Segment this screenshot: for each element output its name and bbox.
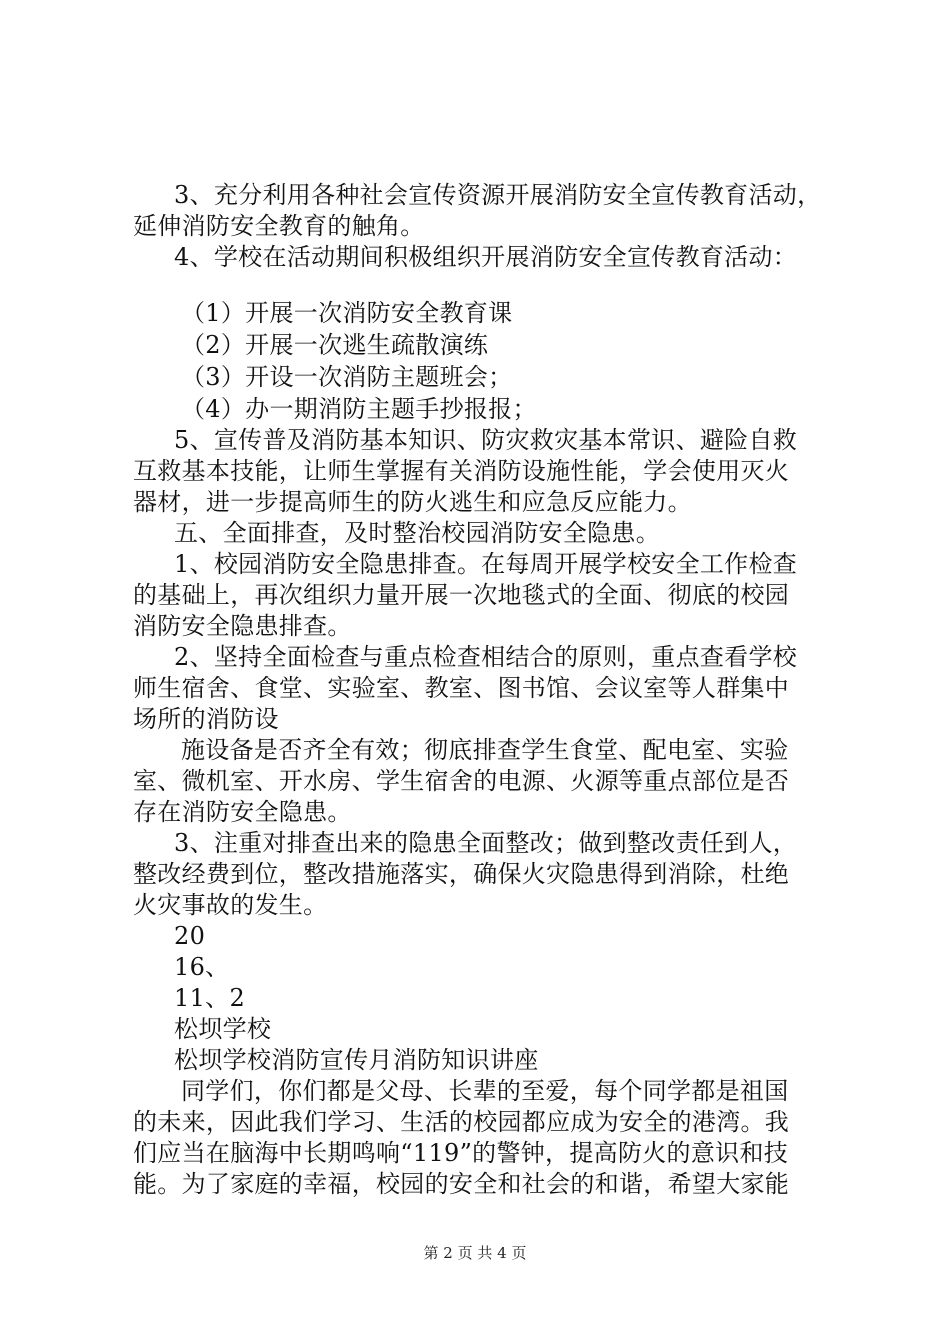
list-item: （4）办一期消防主题手抄报报；: [181, 395, 537, 423]
paragraph-line: 火灾事故的发生。: [133, 891, 328, 919]
paragraph-line: 延伸消防安全教育的触角。: [133, 212, 425, 240]
paragraph-line: 室、微机室、开水房、学生宿舍的电源、火源等重点部位是否: [133, 767, 790, 795]
paragraph-line: 师生宿舍、食堂、实验室、教室、图书馆、会议室等人群集中: [133, 674, 790, 702]
list-item: （2）开展一次逃生疏散演练: [181, 331, 489, 359]
paragraph-line: 2、坚持全面检查与重点检查相结合的原则，重点查看学校: [174, 643, 798, 671]
paragraph-line: 存在消防安全隐患。: [133, 798, 352, 826]
date-line: 11、2: [174, 984, 246, 1012]
lecture-title: 松坝学校消防宣传月消防知识讲座: [174, 1046, 539, 1074]
section-heading: 五、全面排查，及时整治校园消防安全隐患。: [174, 519, 660, 547]
list-item: （1）开展一次消防安全教育课: [181, 299, 513, 327]
paragraph-line: 施设备是否齐全有效；彻底排查学生食堂、配电室、实验: [181, 736, 789, 764]
paragraph-line: 1、校园消防安全隐患排查。在每周开展学校安全工作检查: [174, 550, 798, 578]
paragraph-line: 场所的消防设: [133, 705, 279, 733]
paragraph-line: 消防安全隐患排查。: [133, 612, 352, 640]
paragraph-line: 们应当在脑海中长期鸣响“119”的警钟，提高防火的意识和技: [133, 1139, 789, 1167]
date-line: 20: [174, 922, 206, 950]
paragraph-line: 3、充分利用各种社会宣传资源开展消防安全宣传教育活动，: [174, 181, 822, 209]
page-number-footer: 第 2 页 共 4 页: [423, 1244, 527, 1262]
date-line: 16、: [174, 953, 230, 981]
paragraph-line: 3、注重对排查出来的隐患全面整改；做到整改责任到人，: [174, 829, 798, 857]
paragraph-line: 能。为了家庭的幸福，校园的安全和社会的和谐，希望大家能: [133, 1170, 790, 1198]
paragraph-line: 5、宣传普及消防基本知识、防灾救灾基本常识、避险自救: [174, 426, 798, 454]
paragraph-line: 同学们，你们都是父母、长辈的至爱，每个同学都是祖国: [181, 1077, 789, 1105]
paragraph-line: 的基础上，再次组织力量开展一次地毯式的全面、彻底的校园: [133, 581, 790, 609]
paragraph-line: 器材，进一步提高师生的防火逃生和应急反应能力。: [133, 488, 692, 516]
paragraph-line: 的未来，因此我们学习、生活的校园都应成为安全的港湾。我: [133, 1108, 790, 1136]
paragraph-line: 整改经费到位，整改措施落实，确保火灾隐患得到消除，杜绝: [133, 860, 790, 888]
paragraph-line: 互救基本技能，让师生掌握有关消防设施性能，学会使用灭火: [133, 457, 790, 485]
signature-line: 松坝学校: [174, 1015, 272, 1043]
list-item: （3）开设一次消防主题班会；: [181, 363, 513, 391]
paragraph-line: 4、学校在活动期间积极组织开展消防安全宣传教育活动：: [174, 243, 798, 271]
